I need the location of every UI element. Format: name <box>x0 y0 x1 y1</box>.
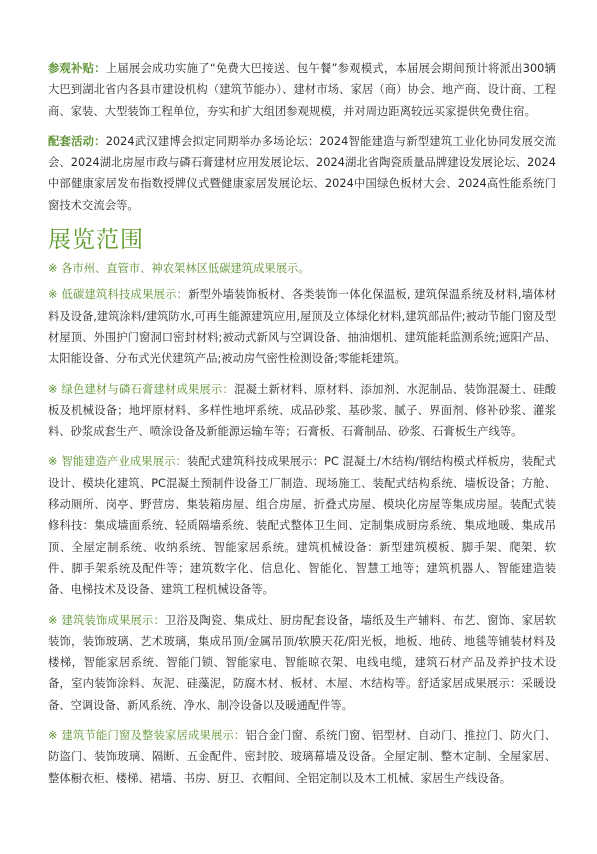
scope-item-smart-construction <box>48 451 556 600</box>
scope-item-body: 新型外墙装饰板材、各类装饰一体化保温板, 建筑保温系统及材料,墙体材料及设备,建筑涂料/建筑防水,可再生能源建筑应用,屋顶及立体绿化材料,建筑部品件;被动节能门窗及型材屋顶、外围护门窗洞口密封材料;被动式新风与空调设备、抽油烟机、建筑能耗监测系统;遮阳产品、太阳能设备、分布式光伏建筑产品;被动房气密性检测设备;零能耗建筑。 <box>48 288 556 366</box>
events-label: 配套活动： <box>48 134 106 148</box>
scope-item-head: ※ 建筑装饰成果展示： <box>48 613 166 627</box>
scope-item-head: ※ 低碳建筑科技成果展示： <box>48 288 189 302</box>
scope-section-title: 展览范围 <box>48 227 144 254</box>
scope-item-doors-windows <box>48 725 556 789</box>
visit-subsidy-text: 上届展会成功实施了“免费大巴接送、包午餐”参观模式，本届展会期间预计将派出300辆大巴到湖北省内各县市建设机构（建筑节能办）、建材市场、家居（商）协会、地产商、设计商、工程商、家装、大型装饰工程单位，夯实和扩大组团参观规模，并对周边距离较远买家提供免费住宿。 <box>48 62 556 118</box>
scope-note: ※ 各市州、直管市、神农架林区低碳建筑成果展示。 <box>48 262 310 276</box>
scope-item-body: 装配式建筑科技成果展示：PC 混凝土/木结构/钢结构模式样板房，装配式设计、模块化建筑、PC混凝土预制件设备工厂制造、现场施工、装配式结构系统、墙板设备；方舱、移动厕所、岗亭、野营房、集装箱房屋、组合房屋、折叠式房屋、模块化房屋等集成房屋。装配式装修科技：集成墙面系统、轻质隔墙系统、装配式整体卫生间、定制集成厨房系统、集成地暖、集成吊顶、全屋定制系统、收纳系统、智能家居系统。建筑机械设备：新型建筑模板、脚手架、爬架、软件、脚手架系统及配件等；建筑数字化、信息化、智能化、智慧工地等；建筑机器人、智能建造装备、电梯技术及设备、建筑工程机械设备等。 <box>48 455 556 597</box>
scope-item-body: 卫浴及陶瓷、集成灶、厨房配套设备，墙纸及生产辅料、布艺、窗饰、家居软装饰，装饰玻璃、艺术玻璃，集成吊顶/金属吊顶/软膜天花/阳光板，地板、地砖、地毯等铺装材料及楼梯，智能家居系统、智能门锁、智能家电、智能晾衣架、电线电缆，建筑石材产品及养护技术设备，室内装饰涂料、灰泥、硅藻泥，防腐木材、板材、木屋、木结构等。舒适家居成果展示：采暖设备、空调设备、新风系统、净水、制冷设备以及暖通配件等。 <box>48 613 556 712</box>
visit-subsidy-paragraph <box>48 58 556 122</box>
events-text: 2024武汉建博会拟定同期举办多场论坛：2024智能建造与新型建筑工业化协同发展交流会、2024湖北房屋市政与磷石膏建材应用发展论坛、2024湖北省陶瓷质量品牌建设发展论坛、2024中部健康家居发布指数授牌仪式暨健康家居发展论坛、2024中国绿色板材大会、2024高性能系统门窗技术交流会等。 <box>48 134 556 212</box>
scope-item-decoration <box>48 610 556 716</box>
scope-item-body: 混凝土新材料、原材料、添加剂、水泥制品、装饰混凝土、硅酸板及机械设备；地坪原材料、多样性地坪系统、成品砂浆、基砂浆、腻子、界面剂、修补砂浆、灌浆料、砂浆成套生产、喷涂设备及新能源运输车等；石膏板、石膏制品、砂浆、石膏板生产线等。 <box>48 382 556 439</box>
scope-item-head: ※ 建筑节能门窗及整装家居成果展示： <box>48 729 246 743</box>
scope-item-body: 铝合金门窗、系统门窗、铝型材、自动门、推拉门、防火门、防盗门、装饰玻璃、隔断、五金配件、密封胶、玻璃幕墙及设备。全屋定制、整木定制、全屋家居、整体橱衣柜、楼梯、裙墙、书房、厨卫、衣帽间、全铝定制以及木工机械、家居生产线设备。 <box>48 729 556 785</box>
scope-item-head: ※ 绿色建材与磷石膏建材成果展示： <box>48 382 235 396</box>
scope-item-head: ※ 智能建造产业成果展示： <box>48 455 188 469</box>
events-paragraph <box>48 131 556 216</box>
scope-item-low-carbon <box>48 284 556 369</box>
document-page <box>48 58 556 798</box>
scope-item-green-materials <box>48 379 556 443</box>
visit-subsidy-label: 参观补贴： <box>48 62 106 75</box>
